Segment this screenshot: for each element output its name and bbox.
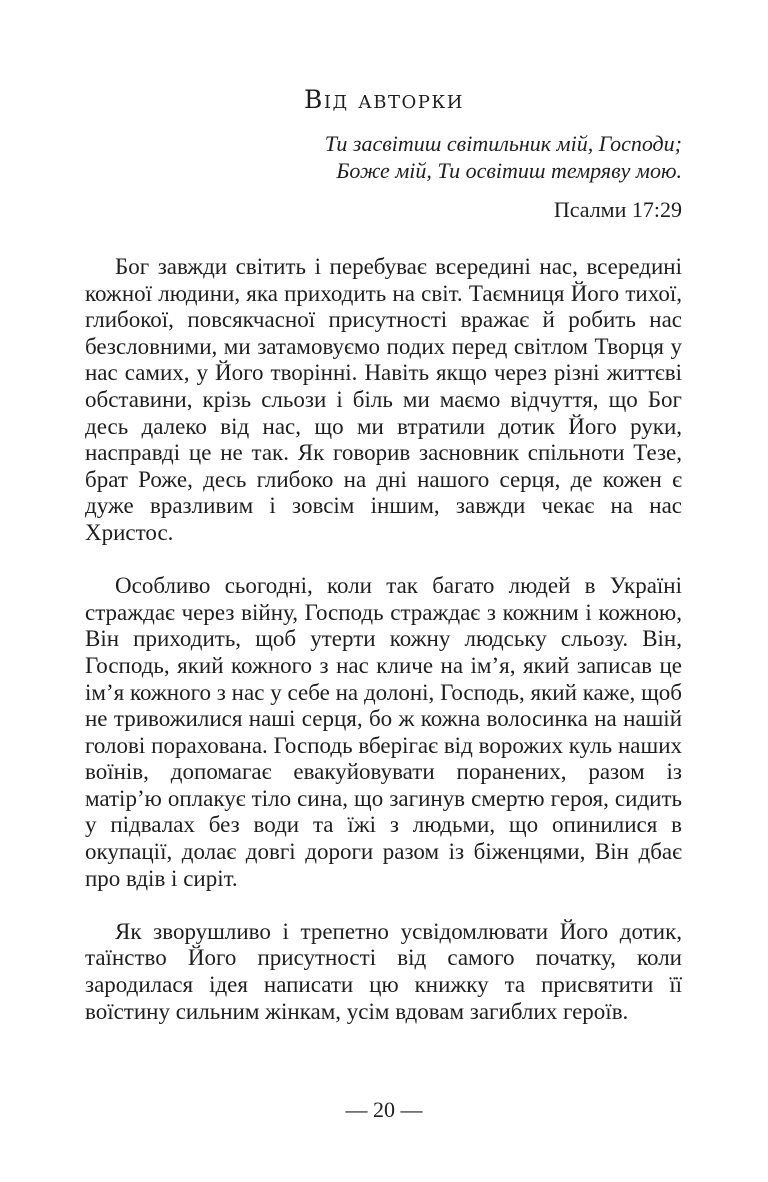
paragraph: Бог завжди світить і перебуває всередині нас, всередині кожної людини, яка приходить на світ. Таємниця Його тихої, глибокої, повсякчасної присутності вражає й робить нас безсловними, ми затамовуємо подих перед світлом Творця у нас самих, у Його творінні. Навіть якщо через різні життєві обставини, крізь сльози і біль ми маємо відчуття, що Бог десь далеко від нас, що ми втратили дотик Його руки, насправді це не так. Як говорив засновник спільноти Тезе, брат Роже, десь глибоко на дні нашого серця, де кожен є дуже вразливим і зовсім іншим, завжди чекає на нас Христос. xyxy=(85,254,682,545)
epigraph-line: Боже мій, Ти освітиш темряву мою. xyxy=(336,158,682,183)
paragraph: Як зворушливо і трепетно усвідомлювати Його дотик, таїнство Його присутності від самого початку, коли зародилася ідея написати цю книжку та присвятити її воїстину сильним жінкам, усім вдовам загиблих героїв. xyxy=(85,918,682,1024)
paragraph: Особливо сьогодні, коли так багато людей в Україні страждає через війну, Господь страждає з кожним і кожною, Він приходить, щоб утерти кожну людську сльозу. Він, Господь, який кожного з нас кличе на ім’я, який записав це ім’я кожного з нас у себе на долоні, Господь, який каже, щоб не тривожилися наші серця, бо ж кожна волосинка на нашій голові порахована. Господь вберігає від ворожих куль наших воїнів, допомагає евакуйовувати поранених, разом із матір’ю оплакує тіло сина, що загинув смертю героя, сидить у підвалах без води та їжі з людьми, що опинилися в окупації, долає довгі дороги разом із біженцями, Він дбає про вдів і сиріт. xyxy=(85,573,682,891)
epigraph-source: Псалми 17:29 xyxy=(553,197,682,222)
body-text xyxy=(85,254,682,1052)
epigraph-line: Ти засвітиш світильник мій, Господи; xyxy=(324,131,682,156)
epigraph xyxy=(325,130,682,223)
page-number: — 20 — xyxy=(345,1097,423,1122)
chapter-heading: Від авторки xyxy=(304,85,464,114)
